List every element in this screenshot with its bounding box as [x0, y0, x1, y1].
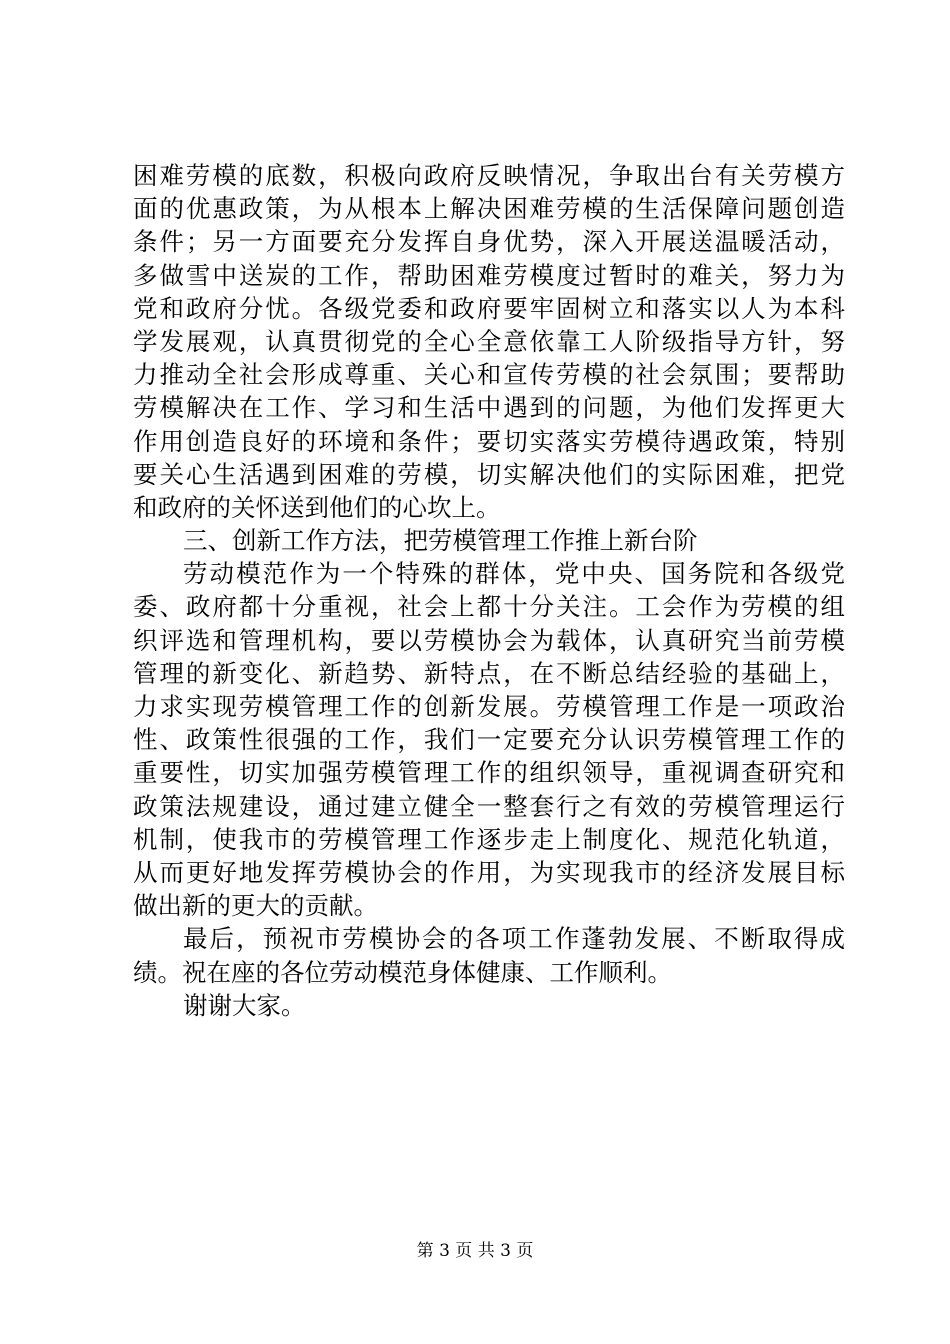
text-line: 作用创造良好的环境和条件；要切实落实劳模待遇政策，特别: [133, 426, 845, 456]
text-line: 力推动全社会形成尊重、关心和宣传劳模的社会氛围；要帮助: [133, 360, 845, 390]
text-line: 从而更好地发挥劳模协会的作用，为实现我市的经济发展目标: [133, 857, 845, 887]
text-line: 条件；另一方面要充分发挥自身优势，深入开展送温暖活动，: [133, 227, 845, 257]
text-line: 困难劳模的底数，积极向政府反映情况，争取出台有关劳模方: [133, 161, 845, 190]
text-line: 力求实现劳模管理工作的创新发展。劳模管理工作是一项政治: [133, 692, 845, 721]
text-line: 织评选和管理机构，要以劳模协会为载体，认真研究当前劳模: [133, 625, 845, 655]
text-line: 面的优惠政策，为从根本上解决困难劳模的生活保障问题创造: [133, 194, 845, 224]
section-heading: 三、创新工作方法，把劳模管理工作推上新台阶: [183, 526, 698, 556]
text-line: 党和政府分忧。各级党委和政府要牢固树立和落实以人为本科: [133, 293, 845, 323]
text-line: 委、政府都十分重视，社会上都十分关注。工会作为劳模的组: [133, 592, 845, 622]
document-body: [133, 159, 845, 1022]
text-line: 劳动模范作为一个特殊的群体，党中央、国务院和各级党: [183, 559, 845, 589]
text-line: 学发展观，认真贯彻党的全心全意依靠工人阶级指导方针，努: [133, 326, 845, 356]
text-line: 管理的新变化、新趋势、新特点，在不断总结经验的基础上，: [133, 658, 845, 688]
text-line: 多做雪中送炭的工作，帮助困难劳模度过暂时的难关，努力为: [133, 260, 845, 290]
text-line: 和政府的关怀送到他们的心坎上。: [133, 492, 501, 522]
text-line: 劳模解决在工作、学习和生活中遇到的问题，为他们发挥更大: [133, 393, 845, 423]
closing-line: 谢谢大家。: [183, 990, 306, 1020]
text-line: 做出新的更大的贡献。: [133, 891, 378, 921]
text-line: 性、政策性很强的工作，我们一定要充分认识劳模管理工作的: [133, 725, 845, 755]
text-line: 政策法规建设，通过建立健全一整套行之有效的劳模管理运行: [133, 791, 845, 821]
text-line: 机制，使我市的劳模管理工作逐步走上制度化、规范化轨道，: [133, 824, 845, 854]
text-line: 要关心生活遇到困难的劳模，切实解决他们的实际困难，把党: [133, 459, 845, 489]
text-line: 重要性，切实加强劳模管理工作的组织领导，重视调查研究和: [133, 758, 845, 788]
page-number-footer: 第 3 页 共 3 页: [416, 1241, 534, 1261]
text-line: 绩。祝在座的各位劳动模范身体健康、工作顺利。: [133, 957, 672, 987]
text-line: 最后，预祝市劳模协会的各项工作蓬勃发展、不断取得成: [183, 924, 845, 954]
